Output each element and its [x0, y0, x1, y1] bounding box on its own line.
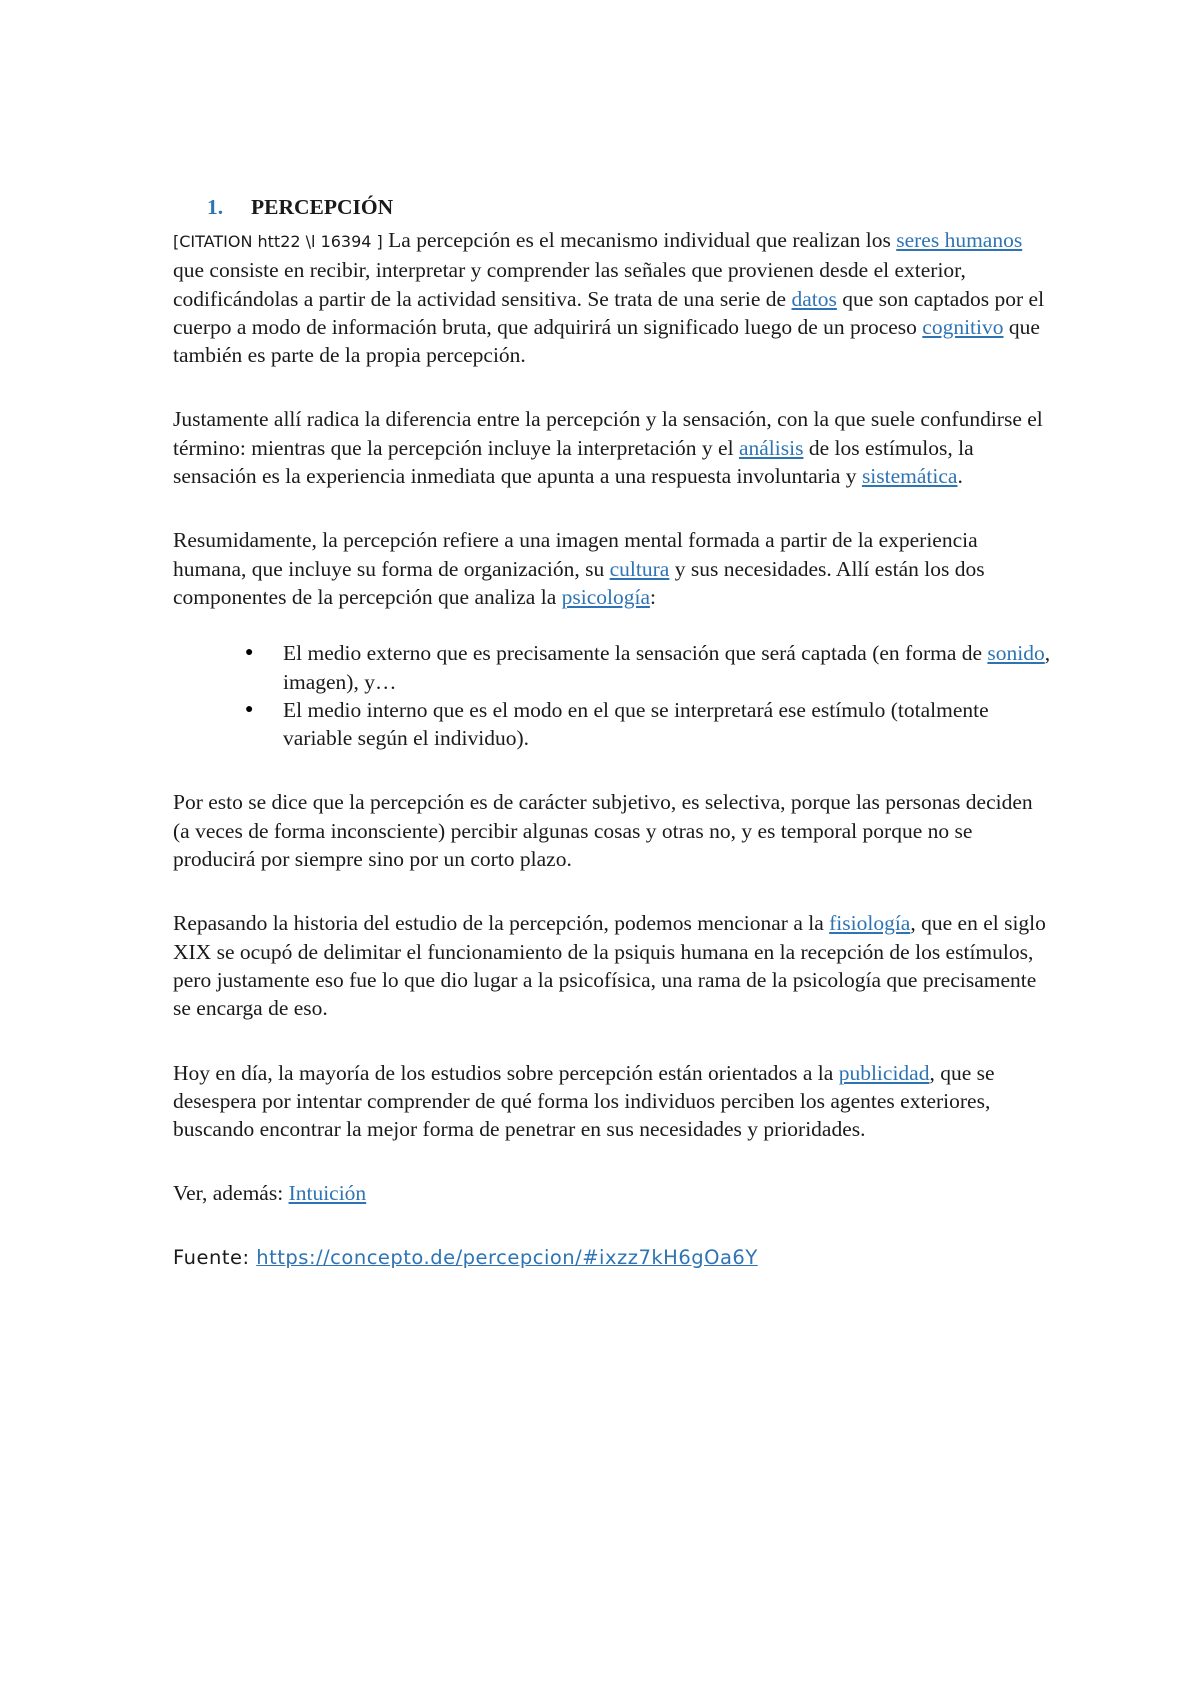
source-url-link[interactable]: https://concepto.de/percepcion/#ixzz7kH6gOa6Y	[256, 1245, 758, 1269]
link-cognitivo[interactable]: cognitivo	[922, 314, 1004, 339]
text-span: Repasando la historia del estudio de la percepción, podemos mencionar a la	[173, 911, 830, 936]
heading-title: PERCEPCIÓN	[251, 195, 394, 219]
text-span: Justamente allí radica la diferencia entre la percepción y la sensación, con la que suele confundirse el término: mientras que la percepción incluye la interpretación y el	[173, 407, 1043, 460]
link-psicologia[interactable]: psicología	[561, 584, 650, 609]
paragraph-definition	[173, 226, 1053, 369]
bullet-list	[173, 639, 1053, 752]
source-label: Fuente:	[173, 1245, 257, 1269]
text-span: Hoy en día, la mayoría de los estudios sobre percepción están orientados a la	[173, 1060, 839, 1085]
see-also-label: Ver, además:	[173, 1181, 289, 1206]
text-span: que consiste en recibir, interpretar y comprender las señales que provienen desde el exterior, codificándolas a partir de la actividad sensitiva. Se trata de una serie de	[173, 258, 966, 311]
link-sistematica[interactable]: sistemática	[861, 464, 958, 489]
link-seres-humanos[interactable]: seres humanos	[896, 228, 1023, 252]
text-span: , imagen), y…	[283, 641, 1051, 694]
text-span: , que se desespera por intentar comprender de qué forma los individuos perciben los agentes exteriores, buscando encontrar la mejor forma de penetrar en sus necesidades y prioridades.	[173, 1060, 995, 1142]
heading-number: 1.	[207, 195, 224, 219]
citation-field: [CITATION htt22 \l 16394 ]	[173, 232, 383, 251]
text-span: :	[649, 584, 656, 609]
paragraph-history	[173, 909, 1053, 1022]
list-item	[283, 696, 1053, 753]
text-span: , que en el siglo XIX se ocupó de delimitar el funcionamiento de la psiquis humana en la recepción de los estímulos, pero justamente eso fue lo que dio lugar a la psicofísica, una rama de la psicología que precisamente se encarga de eso.	[173, 911, 1046, 1021]
link-cultura[interactable]: cultura	[609, 556, 670, 581]
text-span: y sus necesidades. Allí están los dos componentes de la percepción que analiza la	[173, 556, 985, 609]
paragraph-source	[173, 1244, 1053, 1272]
text-span: .	[957, 464, 963, 489]
text-span: La percepción es el mecanismo individual que realizan los	[382, 228, 897, 252]
paragraph-see-also	[173, 1179, 1053, 1207]
text-span: que son captados por el cuerpo a modo de información bruta, que adquirirá un significado luego de un proceso	[173, 286, 1045, 339]
paragraph-subjective	[173, 788, 1053, 873]
paragraph-summary	[173, 526, 1053, 611]
text-span: El medio externo que es precisamente la sensación que será captada (en forma de	[283, 641, 988, 666]
document-body	[173, 193, 1053, 1308]
link-datos[interactable]: datos	[791, 286, 837, 311]
link-analisis[interactable]: análisis	[738, 435, 804, 460]
text-span: que también es parte de la propia percepción.	[173, 314, 1040, 368]
list-item	[283, 639, 1053, 696]
link-sonido[interactable]: sonido	[987, 641, 1045, 666]
link-publicidad[interactable]: publicidad	[838, 1060, 930, 1085]
text-span: Por esto se dice que la percepción es de carácter subjetivo, es selectiva, porque las personas deciden (a veces de forma inconsciente) percibir algunas cosas y otras no, y es temporal porque no se producirá por siempre sino por un corto plazo.	[173, 790, 1033, 872]
link-intuicion[interactable]: Intuición	[288, 1181, 367, 1206]
section-heading	[173, 193, 1053, 226]
link-fisiologia[interactable]: fisiología	[829, 911, 911, 936]
text-span: de los estímulos, la sensación es la experiencia inmediata que apunta a una respuesta involuntaria y	[173, 435, 974, 489]
paragraph-difference	[173, 405, 1053, 490]
text-span: El medio interno que es el modo en el que se interpretará ese estímulo (totalmente variable según el individuo).	[283, 697, 989, 751]
text-span: Resumidamente, la percepción refiere a una imagen mental formada a partir de la experiencia humana, que incluye su forma de organización, su	[173, 528, 978, 581]
paragraph-advertising	[173, 1059, 1053, 1144]
